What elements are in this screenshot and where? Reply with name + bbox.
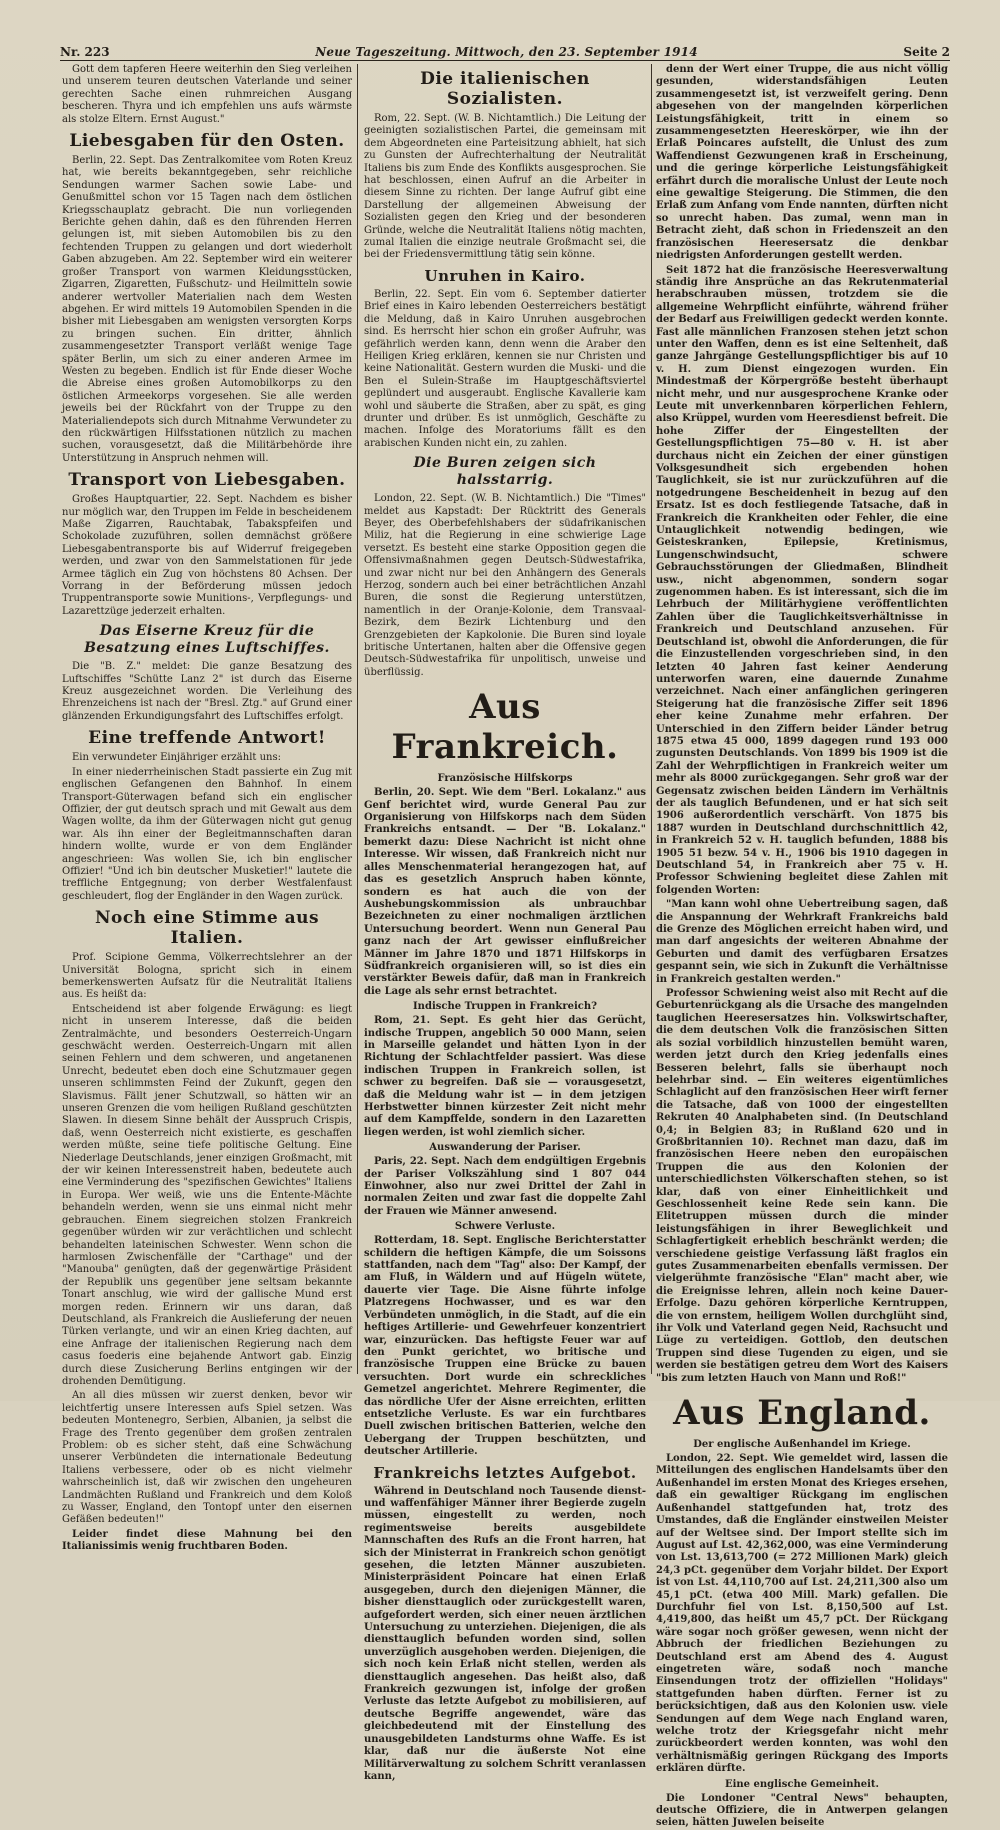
header-rule	[60, 60, 950, 61]
article-continuation: denn der Wert einer Truppe, die aus nicht völlig gesunden, widerstandsfähigen Leuten zusammengesetzt ist, ist verzweifelt gering. Denn abgesehen von der mangelnden körperlichen Leistungsfähigkeit, tritt in einem so zusammengesetzten Heereskörper, wie ihn der Erlaß Poincares aufstellt, die Unlust des zum Waffendienst Gezwungenen kraß in Erscheinung, und die geringe körperliche Leistungsfähigkeit erfährt durch die moralische Unlust der Leute noch eine gewaltige Steigerung. Die Stimmen, die den Erlaß zum Anfang vom Ende nannten, dürften nicht so unrecht haben. Das zumal, wenn man in Betracht zieht, daß schon in Friedenszeit an den französischen Heeresersatz die denkbar niedrigsten Anforderungen gestellt werden.	[656, 64, 948, 262]
headline-stimme-italien: Noch eine Stimme aus Italien.	[94, 908, 320, 949]
article-paragraph: Leider findet diese Mahnung bei den Italianissimis wenig fruchtbaren Boden.	[62, 1528, 352, 1553]
subheadline: Auswanderung der Pariser.	[429, 1142, 581, 1154]
article-paragraph: Rom, 21. Sept. Es geht hier das Gerücht, indische Truppen, angeblich 50 000 Mann, seien in Marseille gelandet und hätten Lyon in der Richtung der Schlachtfelder passiert. Was diese indischen Truppen in Frankreich sollen, ist schwer zu begreifen. Daß sie — vorausgesetzt, daß die Meldung wahr ist — in dem jetzigen Herbstwetter binnen kürzester Zeit nicht mehr auf dem Kampffelde, sondern in den Lazaretten liegen werden, ist wohl ziemlich sicher.	[364, 1015, 646, 1138]
article-paragraph: Rom, 22. Sept. (W. B. Nichtamtlich.) Die Leitung der geeinigten sozialistischen Partei, die gemeinsam mit dem Abgeordneten eine Parteisitzung abhielt, hat sich zu Gunsten der Aufrechterhaltung der Neutralität Italiens bis zum Ende des Konflikts ausgesprochen. Sie hat beschlossen, einen Aufruf an die Arbeiter in diesem Sinne zu richten. Der lange Aufruf gibt eine Darstellung der allgemeinen Abweisung der Sozialisten gegen den Krieg und der besonderen Gründe, welche die Neutralität Italiens nötig machten, zumal Italien die einzige neutrale Großmacht sei, die bei der Friedensvermittlung tätig sein könne.	[364, 113, 646, 261]
page-header	[60, 44, 950, 60]
article-paragraph: Berlin, 22. Sept. Das Zentralkomitee vom Roten Kreuz hat, wie bereits bekanntgegeben, sehr reichliche Sendungen warmer Sachen sowie Labe- und Genußmittel schon vor 15 Tagen nach dem östlichen Kriegsschauplatz gebracht. Die nun vorliegenden Berichte gehen dahin, daß es den führenden Herren gelungen ist, mit sieben Automobilen bis zu den fechtenden Truppen zu gelangen und dort wiederholt Gaben abzugeben. Am 22. September wird ein weiterer großer Transport von warmen Kleidungsstücken, Zigarren, Zigaretten, Fußschutz- und Heilmitteln sowie anderer wertvoller Materialien nach dem Westen abgehen. Er wird mittels 19 Automobilen Spenden in die bisher mit Liebesgaben am wenigsten versorgten Korps zu bringen suchen. Ein dritter, ähnlich zusammengesetzter Transport verläßt wenige Tage später Berlin, um sich zu einer anderen Armee im Westen zu begeben. Endlich ist für Ende dieser Woche die Abreise eines großen Automobilkorps zu den östlichen Armeekorps vorgesehen. Sie alle werden jeweils bei der Rückfahrt von der Truppe zu den Materialiendepots sich durch Mitnahme Verwundeter zu den rückwärtigen Hilfsstationen nützlich zu machen suchen, vorausgesetzt, daß die Militärbehörde ihre Unterstützung in Anspruch nehmen will.	[62, 155, 352, 464]
headline-aus-frankreich: Aus Frankreich.	[391, 687, 619, 768]
article-continuation: Gott dem tapferen Heere weiterhin den Sieg verleihen und unserem teuren deutschen Vaterlande und seiner gerechten Sache einen ruhmreichen Ausgang bescheren. Thyra und ich empfehlen uns aufs wärmste als stolze Eltern. Ernst August."	[62, 64, 352, 125]
article-paragraph: London, 22. Sept. (W. B. Nichtamtlich.) Die "Times" meldet aus Kapstadt: Der Rücktritt des Generals Beyer, des Oberbefehlshabers der südafrikanischen Miliz, hat die Regierung in eine schwierige Lage versetzt. Es besteht eine starke Opposition gegen die Offensivmaßnahmen gegen Deutsch-Südwestafrika, und zwar nicht nur bei den Anhängern des Generals Herzog, sondern auch bei einer beträchtlichen Anzahl Buren, die sonst die Regierung unterstützen, namentlich in der Oranje-Kolonie, dem Transvaal-Bezirk, dem Bezirk Lichtenburg und den Grenzgebieten der Kapkolonie. Die Buren sind loyale britische Untertanen, halten aber die Offensive gegen Deutsch-Südwestafrika für unpolitisch, unweise und überflüssig.	[364, 493, 646, 678]
masthead-title: Neue Tageszeitung. Mittwoch, den 23. September 1914	[315, 45, 698, 59]
column-1	[62, 64, 353, 1553]
article-paragraph: Ein verwundeter Einjähriger erzählt uns:	[72, 752, 281, 764]
article-paragraph: Berlin, 22. Sept. Ein vom 6. September datierter Brief eines in Kairo lebenden Oesterreichers bestätigt die Meldung, daß in Kairo Unruhen ausgebrochen sind. Es herrscht hier schon ein großer Aufruhr, was gefährlich werden kann, denn wenn die Araber den Heiligen Krieg erklären, kennen sie nur Christen und keine Nationalität. Gestern wurden die Muski- und die Ben el Sulein-Straße im Hauptgeschäftsviertel geplündert und ausgeraubt. Englische Kavallerie kam wohl und säuberte die Straßen, aber zu spät, es ging drunter und drüber. Es ist unmöglich, Geschäfte zu machen. Infolge des Moratoriums fällt es den arabischen Kunden nicht ein, zu zahlen.	[364, 288, 646, 449]
headline-aus-england: Aus England.	[673, 1393, 931, 1434]
quote-paragraph: "Man kann wohl ohne Uebertreibung sagen, daß die Anspannung der Wehrkraft Frankreichs bald die Grenze des Möglichen erreicht haben wird, und man darf angesichts der weiteren Abnahme der Geburten und damit des verfügbaren Ersatzes gespannt sein, wie sich in Zukunft die Verhältnisse in Frankreich gestalten werden."	[656, 899, 948, 985]
column-divider	[357, 64, 358, 1374]
article-paragraph: Die "B. Z." meldet: Die ganze Besatzung des Luftschiffes "Schütte Lanz 2" ist durch das Eiserne Kreuz ausgezeichnet worden. Die Verleihung des Ehrenzeichens ist nach der "Bresl. Ztg." auf Grund einer glänzenden Erkundigungsfahrt des Luftschiffes erfolgt.	[62, 661, 352, 722]
subheadline: Schwere Verluste.	[454, 1221, 556, 1233]
column-3	[656, 64, 948, 1829]
subheadline: Indische Truppen in Frankreich?	[413, 1001, 597, 1013]
article-paragraph: London, 22. Sept. Wie gemeldet wird, lassen die Mitteilungen des englischen Handelsamts über den Außenhandel im ersten Monat des Krieges ersehen, daß ein gewaltiger Rückgang im englischen Außenhandel stattgefunden hat, trotz des Umstandes, daß die Engländer einstweilen Meister auf der Weltsee sind. Der Import stellte sich im August auf Lst. 42,362,000, was eine Verminderung von Lst. 13,613,700 (= 272 Millionen Mark) gleich 24,3 pCt. gegenüber dem Vorjahr bildet. Der Export ist von Lst. 44,110,700 auf Lst. 24,211,300 also um 45,1 pCt. (etwa 400 Mill. Mark) gefallen. Die Durchfuhr fiel von Lst. 8,150,500 auf Lst. 4,419,800, das heißt um 45,7 pCt. Der Rückgang wäre sogar noch größer gewesen, wenn nicht der Abbruch der friedlichen Beziehungen zu Deutschland erst am Abend des 4. August eingetreten wäre, sodaß noch manche Einsendungen trotz der offiziellen "Holidays" stattgefunden haben dürften. Ferner ist zu berücksichtigen, daß aus den Kolonien usw. viele Sendungen auf dem Wege nach England waren, welche trotz der Kriegsgefahr nicht mehr zurückbeordert werden konnten, was wohl den verhältnismäßig geringen Rückgang des Imports erklären dürfte.	[656, 1453, 948, 1775]
subheadline: Französische Hilfskorps	[437, 773, 573, 785]
headline-eiserne-kreuz: Das Eiserne Kreuz für die Besatzung eines Luftschiffes.	[84, 623, 330, 657]
headline-treffende-antwort: Eine treffende Antwort!	[88, 728, 326, 749]
headline-letztes-aufgebot: Frankreichs letztes Aufgebot.	[373, 1463, 637, 1482]
article-paragraph: Großes Hauptquartier, 22. Sept. Nachdem es bisher nur möglich war, den Truppen im Felde in bescheidenem Maße Zigarren, Rauchtabak, Tabakspfeifen und Schokolade zuzuführen, sollen demnächst größere Liebesgabentransporte bis auf Widerruf freigegeben werden, und zwar von den Sammelstationen für jede Armee täglich ein Zug von höchstens 80 Achsen. Der Vorrang in der Beförderung müssen jedoch Truppentransporte sowie Munitions-, Verpflegungs- und Lazarettzüge jederzeit erhalten.	[62, 494, 352, 617]
article-paragraph: Berlin, 20. Sept. Wie dem "Berl. Lokalanz." aus Genf berichtet wird, wurde General Pau zur Organisierung von Hilfskorps nach dem Süden Frankreichs entsandt. — Der "B. Lokalanz." bemerkt dazu: Diese Nachricht ist nicht ohne Interesse. Wir wissen, daß Frankreich nicht nur alles Menschenmaterial herangezogen hat, auf das es gesetzlich Anspruch haben könnte, sondern es hat auch die von der Aushebungskommission als unbrauchbar Bezeichneten zu einer nochmaligen ärztlichen Untersuchung beordert. Wenn nun General Pau ganz nach der Art gewisser einflußreicher Männer im Jahre 1870 und 1871 Hilfskorps in Südfrankreich organisieren will, so ist dies ein verstärkter Beweis dafür, daß man in Frankreich die Lage als sehr ernst betrachtet.	[364, 787, 646, 997]
article-paragraph: Seit 1872 hat die französische Heeresverwaltung ständig ihre Ansprüche an das Rekrutenmaterial herabschrauben müssen, trotzdem sie die allgemeine Wehrpflicht einführte, während früher der Bedarf aus Freiwilligen gedeckt werden konnte. Fast alle männlichen Franzosen stehen jetzt schon unter den Waffen, denn es ist eine Seltenheit, daß ganze Jahrgänge Gestellungspflichtiger bis auf 10 v. H. zum Dienst eingezogen wurden. Ein Mindestmaß der Körpergröße besteht überhaupt nicht mehr, und nur ausgesprochene Kranke oder Leute mit unverkennbaren körperlichen Fehlern, also Krüppel, wurden vom Heeresdienst befreit. Die hohe Ziffer der Eingestellten der Gestellungspflichtigen 75—80 v. H. ist aber durchaus nicht ein Zeichen der einer günstigen Volksgesundheit sich ergebenden hohen Tauglichkeit, sie ist nur zurückzuführen auf die notgedrungene Bescheidenheit in bezug auf den Ersatz. Ist es doch festliegende Tatsache, daß in Frankreich die Krankheiten oder Fehler, die eine Untauglichkeit notwendig bedingen, wie Geisteskranken, Epilepsie, Kretinismus, Lungenschwindsucht, schwere Gebrauchsstörungen der Gliedmaßen, Blindheit usw., nicht abgenommen, sondern sogar zugenommen haben. Es ist interessant, sich die im Lehrbuch der Militärhygiene veröffentlichten Zahlen über die Tauglichkeitsverhältnisse in Frankreich und Deutschland anzusehen. Für Deutschland ist, obwohl die Anforderungen, die für die Einzustellenden vorgeschrieben sind, in den letzten 40 Jahren fast keiner Aenderung unterworfen waren, eine dauernde Zunahme verzeichnet. Nach einer anfänglichen geringeren Steigerung hat die französische Ziffer seit 1896 eher keine Zunahme mehr erfahren. Der Unterschied in den Ziffern beider Länder betrug 1875 etwa 45 000, 1899 dagegen rund 193 000 zugunsten Deutschlands. Von 1899 bis 1909 ist die Zahl der Wehrpflichtigen in Frankreich weiter um mehr als 8000 zurückgegangen. Sehr groß war der Gegensatz zwischen beiden Ländern im Verhältnis der als tauglich Befundenen, und er hat sich seit 1906 außerordentlich verschärft. Von 1875 bis 1887 wurden in Deutschland durchschnittlich 42, in Frankreich 52 v. H. tauglich befunden, 1888 bis 1905 51 bezw. 54 v. H., 1906 bis 1910 dagegen in Deutschland 54, in Frankreich aber 75 v. H. Professor Schwiening begleitet diese Zahlen mit folgenden Worten:	[656, 264, 948, 896]
article-paragraph: An all dies müssen wir zuerst denken, bevor wir leichtfertig unsere Interessen aufs Spiel setzen. Was bedeuten Montenegro, Serbien, Albanien, ja selbst die Frage des Trento gegenüber dem großen zentralen Problem: ob es sicher steht, daß eine Schwächung unserer Verbündeten die internationale Bedeutung Italiens verbessere, oder ob es nicht vielmehr wahrscheinlich ist, daß wir zwischen den ungeheuren Landmächten Rußland und Frankreich und dem Koloß zu Wasser, England, den Tontopf unter den eisernen Gefäßen bedeuten!"	[62, 1390, 352, 1526]
headline-unruhen-kairo: Unruhen in Kairo.	[424, 266, 586, 285]
headline-liebesgaben-osten: Liebesgaben für den Osten.	[69, 131, 345, 152]
article-paragraph: Paris, 22. Sept. Nach dem endgültigen Ergebnis der Pariser Volkszählung sind 1 807 044 Einwohner, also nur zwei Drittel der Zahl in normalen Zeiten und zwar fast die doppelte Zahl der Frauen wie Männer anwesend.	[364, 1156, 646, 1217]
subheadline: Der englische Außenhandel im Kriege.	[693, 1439, 911, 1451]
subheadline: Eine englische Gemeinheit.	[724, 1778, 880, 1790]
article-paragraph: Entscheidend ist aber folgende Erwägung: es liegt nicht in unserem Interesse, daß die beiden Zentralmächte, und besonders Oesterreich-Ungarn geschwächt werden. Oesterreich-Ungarn mit allen seinen Fehlern und dem schweren, und angetanenen Unrecht, bedeutet eben doch eine Schutzmauer gegen unseren schlimmsten Feind der Zukunft, gegen den Slavismus. Fällt jener Schutzwall, so hätten wir an unseren Grenzen die vom heiligen Rußland geschützten Slawen. In diesem Sinne behält der Ausspruch Crispis, daß, wenn Oesterreich nicht existierte, es geschaffen werden müßte, seine tiefe politische Geltung. Eine Niederlage Deutschlands, jener einzigen Großmacht, mit der wir keinen Interessenstreit haben, bedeutete auch eine Verminderung des "spezifischen Gewichtes" Italiens in Europa. Wer weiß, wie uns die Entente-Mächte behandeln werden, wenn sie uns einmal nicht mehr gebrauchen. Einem siegreichen stolzen Frankreich gegenüber würden wir zur verächtlichen und schlecht behandelten lateinischen Schwester. Wenn schon die harmlosen Zwischenfälle der "Carthage" und der "Manouba" genügten, daß der gegenwärtige Präsident der Republik uns gegenüber jene seltsam bekannte Tonart anschlug, wie wird der gallische Mund erst morgen reden. Erinnern wir uns daran, daß Deutschland, als Frankreich die Auslieferung der neuen Türken verlangte, und wir an einen Krieg dachten, auf eine Anfrage der italienischen Regierung nach dem casus foederis eine bejahende Antwort gab. Einzig durch diese Zusicherung Berlins entgingen wir der drohenden Demütigung.	[62, 1003, 353, 1387]
issue-number: Nr. 223	[60, 45, 110, 59]
article-paragraph: Während in Deutschland noch Tausende dienst- und waffenfähiger Männer ihrer Begierde zugeln müssen, eingestellt zu werden, noch regimentsweise bereits ausgebildete Mannschaften des Rufs an die Front harren, hat sich der Ministerrat in Frankreich schon genötigt gesehen, die letzten Männer auszubieten. Ministerpräsident Poincare hat einen Erlaß ausgegeben, durch den diejenigen Männer, die bisher diensttauglich oder zurückgestellt waren, aufgefordert werden, sich einer neuen ärztlichen Untersuchung zu unterziehen. Diejenigen, die als diensttauglich befunden worden sind, sollen unverzüglich ausgehoben werden. Diejenigen, die sich noch kein Erlaß nicht stellen, werden als diensttauglich angesehen. Das heißt also, daß Frankreich gezwungen ist, infolge der großen Verluste das letzte Aufgebot zu mobilisieren, auf deutsche Begriffe angewendet, wäre das gleichbedeutend mit der Einstellung des unausgebildeten Landsturms ohne Waffe. Es ist klar, daß nur die äußerste Not eine Militärverwaltung zu solchem Schritt veranlassen kann,	[364, 1485, 646, 1782]
headline-italienische-sozialisten: Die italienischen Sozialisten.	[420, 69, 590, 109]
article-paragraph: Rotterdam, 18. Sept. Englische Berichterstatter schildern die heftigen Kämpfe, die um Soissons stattfanden, nach dem "Tag" also: Der Kampf, der am Fluß, in Wäldern und auf Hügeln wütete, dauerte vier Tage. Die Aisne führte infolge Platzregens Hochwasser, und es war den Verbündeten unmöglich, in die Stadt, auf die ein heftiges Artillerie- und Gewehrfeuer konzentriert war, einzurücken. Das heftigste Feuer war auf den Punkt gerichtet, wo britische und französische Truppen eine Brücke zu bauen versuchten. Dort wurde ein schreckliches Gemetzel angerichtet. Mehrere Regimenter, die das nördliche Ufer der Aisne erreichten, erlitten entsetzliche Verluste. Es war ein furchtbares Duell zwischen britischen Batterien, welche den Uebergang der Truppen beschützten, und deutscher Artillerie.	[364, 1235, 646, 1458]
headline-transport-liebesgaben: Transport von Liebesgaben.	[68, 470, 346, 491]
article-paragraph: In einer niederrheinischen Stadt passierte ein Zug mit englischen Gefangenen den Bahnhof. In einem Transport-Güterwagen befand sich ein englischer Offizier, der gut deutsch sprach und mit Gewalt aus dem Wagen wollte, da ihm der Güterwagen nicht gut genug war. Als ihn einer der Begleitmannschaften daran hindern wollte, wurde er von dem Engländer angeschrieen: Was wollen Sie, ich bin englischer Offizier! "Und ich bin deutscher Musketier!" lautete die treffliche Entgegnung; von derber Westfalenfaust geschleudert, flog der Engländer in den Wagen zurück.	[62, 766, 352, 902]
headline-buren: Die Buren zeigen sich halsstarrig.	[413, 455, 597, 489]
column-2	[364, 64, 646, 1782]
article-paragraph: Professor Schwiening weist also mit Recht auf die Geburtenrückgang als die Ursache des mangelnden tauglichen Heeresersatzes hin. Volkswirtschafter, die dem deutschen Volk die französischen Sitten als sozial vorbildlich hinzustellen bemüht waren, werden jetzt durch den Krieg jedenfalls eines Besseren belehrt, falls sie überhaupt noch belehrbar sind. — Ein weiteres eigentümliches Schlaglicht auf den französischen Heer wirft ferner die Tatsache, daß von 1000 der eingestellten Rekruten 40 Analphabeten sind. (In Deutschland 0,4; in Belgien 83; in Rußland 620 und in Großbritannien 10). Rechnet man dazu, daß im französischen Heere neben den europäischen Truppen die aus den Kolonien der unterschiedlichsten Völkerschaften stehen, so ist klar, daß von einer Einheitlichkeit und Geschlossenheit keine Rede sein kann. Die Elitetruppen müssen durch die minder leistungsfähigen in ihrer Beweglichkeit und Schlagfertigkeit erheblich beschränkt werden; die verschiedene geistige Verfassung läßt fraglos ein gutes Zusammenarbeiten ebenfalls vermissen. Der vielgerühmte französische "Elan" macht aber, wie die Ereignisse lehren, allein noch keine Dauer-Erfolge. Dazu gehören körperliche Kerntruppen, die von ernstem, heiligem Wollen durchglüht sind, ihr Volk und Vaterland gegen Neid, Rachsucht und Lüge zu verteidigen. Gottlob, den deutschen Truppen sind diese Tugenden zu eigen, und sie werden sie bestätigen getreu dem Wort des Kaisers "bis zum letzten Hauch von Mann und Roß!"	[656, 988, 948, 1384]
column-divider	[651, 64, 652, 1374]
article-paragraph: Prof. Scipione Gemma, Völkerrechtslehrer an der Universität Bologna, spricht sich in einem bemerkenswerten Aufsatz für die Neutralität Italiens aus. Es heißt da:	[62, 952, 352, 1001]
page-number: Seite 2	[903, 45, 950, 59]
article-paragraph: Die Londoner "Central News" behaupten, deutsche Offiziere, die in Antwerpen gelangen seien, hätten Juwelen beiseite	[656, 1792, 948, 1829]
